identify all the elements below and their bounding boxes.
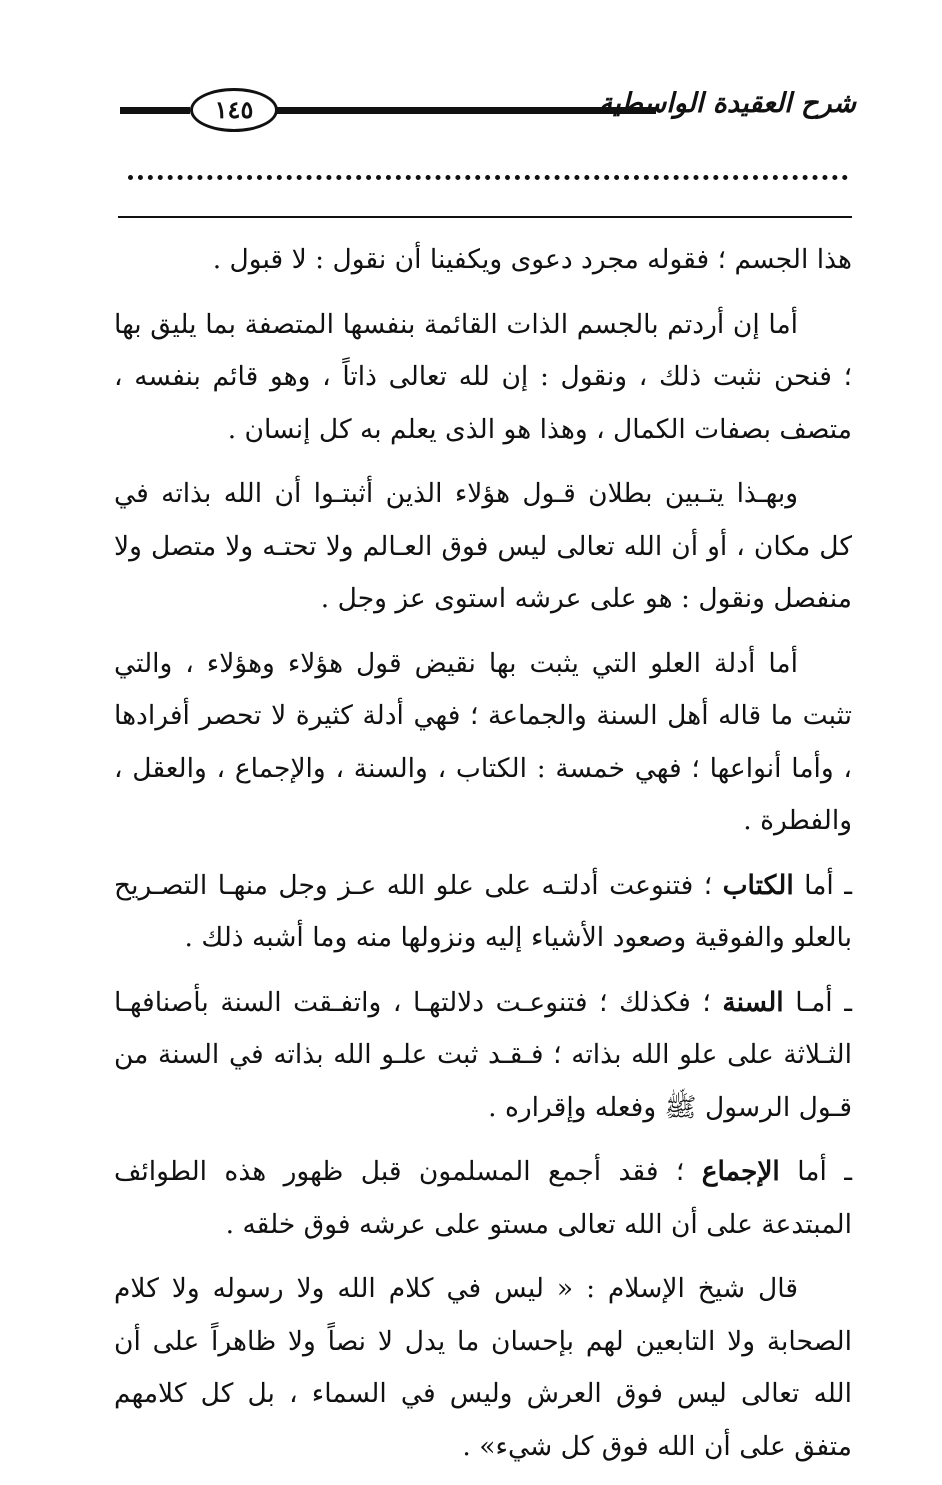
paragraph-quran — [114, 860, 852, 965]
book-title: شرح العقيدة الواسطية — [598, 88, 856, 119]
paragraph-rest: ؛ فكذلك ؛ فتنوعـت دلالتهـا ، واتفـقت السنة بأصنافهـا الثـلاثة على علو الله بذاته ؛ فـقـد ثبت علـو الله بذاته في السنة من قـول الرسول ﷺ وفعله وإقراره . — [114, 986, 852, 1123]
paragraph: وبهـذا يتـبين بطلان قـول هؤلاء الذين أثبتـوا أن الله بذاته في كل مكان ، أو أن الله تعالى ليس فوق العـالم ولا تحتـه ولا متصل ولا منفصل ونقول : هو على عرشه استوى عز وجل . — [114, 478, 852, 614]
paragraph-lead: ـ أما — [793, 869, 852, 901]
page-number: ١٤٥ — [190, 88, 278, 132]
paragraph-heading: الإجماع — [701, 1156, 780, 1187]
paragraph-sunnah — [114, 977, 852, 1135]
paragraph-lead: ـ أمـا — [783, 986, 852, 1018]
dotted-separator — [128, 175, 848, 184]
paragraph: هذا الجسم ؛ فقوله مجرد دعوى ويكفينا أن نقول : لا قبول . — [212, 244, 852, 275]
horizontal-rule — [118, 216, 852, 218]
paragraph-heading: الكتاب — [722, 869, 794, 901]
paragraph-rest: ؛ فقد أجمع المسلمون قبل ظهور هذه الطوائف المبتدعة على أن الله تعالى مستو على عرشه فوق خلقه . — [114, 1156, 852, 1240]
paragraph: قال شيخ الإسلام : « ليس في كلام الله ولا رسوله ولا كلام الصحابة ولا التابعين لهم بإحسان ما يدل لا نصاً ولا ظاهراً على أن الله تعالى ليس فوق العرش وليس في السماء ، بل كل كلامهم متفق على أن الله فوق كل شيء» . — [114, 1273, 852, 1462]
paragraph-ijma — [114, 1146, 852, 1251]
body-text — [114, 234, 852, 1485]
paragraph: أما إن أردتم بالجسم الذات القائمة بنفسها المتصفة بما يليق بها ؛ فنحن نثبت ذلك ، ونقول : إن لله تعالى ذاتاً ، وهو قائم بنفسه ، متصف بصفات الكمال ، وهذا هو الذى يعلم به كل إنسان . — [114, 308, 852, 445]
paragraph-rest: ؛ فتنوعت أدلتـه على علو الله عـز وجل منهـا التصـريح بالعلو والفوقية وصعود الأشياء إليه ونزولها منه وما أشبه ذلك . — [114, 869, 852, 953]
paragraph-heading: السنة — [722, 986, 784, 1018]
paragraph: أما أدلة العلو التي يثبت بها نقيض قول هؤلاء وهؤلاء ، والتي تثبت ما قاله أهل السنة والجماعة ؛ فهي أدلة كثيرة لا تحصر أفرادها ، وأما أنواعها ؛ فهي خمسة : الكتاب ، والسنة ، والإجماع ، والعقل ، والفطرة . — [114, 647, 852, 836]
paragraph-lead: ـ أما — [779, 1156, 853, 1187]
page-header — [118, 82, 858, 142]
header-rule-left — [120, 107, 190, 114]
